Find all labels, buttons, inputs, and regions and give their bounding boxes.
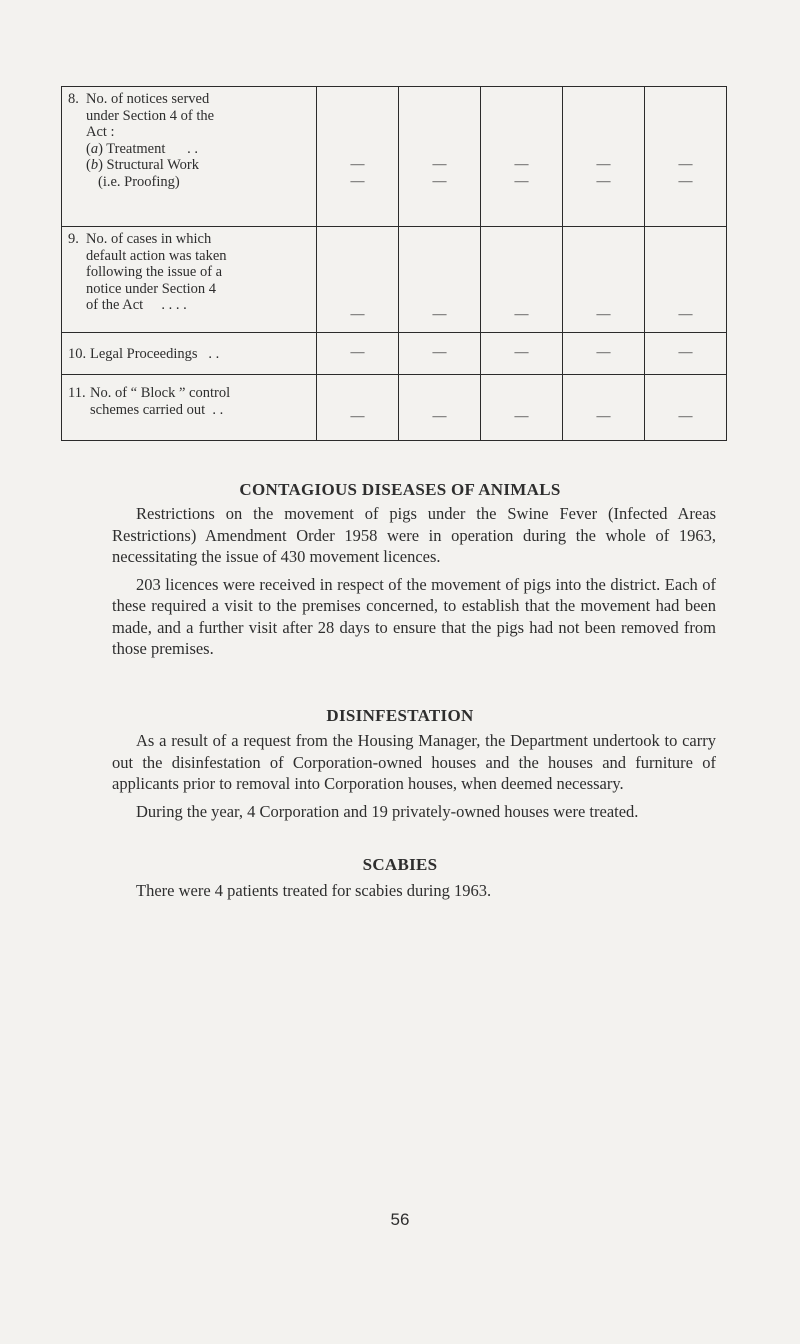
table-row: 9. No. of cases in which default action was taken following the issue of a notice under Section 4 of the Act . . . . — — — — — — [62, 227, 727, 333]
row-description: 10. Legal Proceedings . . — [68, 346, 220, 362]
section-body-scabies: There were 4 patients treated for scabies during 1963. — [136, 881, 492, 900]
section-heading-contagious: CONTAGIOUS DISEASES OF ANIMALS — [239, 480, 561, 499]
section-body-disinfestation: As a result of a request from the Housing Manager, the Department undertook to carry out the disinfestation of Corporation-owned houses and the houses and furniture of applicants prior to removal into Corporation houses, when deemed necessary. During the year, 4 Corporation and 19 privately-owned houses were treated. — [112, 731, 716, 821]
statistics-table — [61, 86, 727, 441]
section-heading-scabies: SCABIES — [362, 855, 438, 874]
section-heading-disinfestation: DISINFESTATION — [326, 706, 474, 725]
table-row: 8. No. of notices served under Section 4 of the Act : (a) Treatment . . (b) Structural Work (i.e. Proofing) — — — — — — — — — — — [62, 87, 727, 227]
row-description: 9. No. of cases in which default action was taken following the issue of a notice under Section 4 of the Act . . . . — [68, 231, 227, 313]
row-description: 11. No. of “ Block ” control schemes carried out . . — [68, 385, 231, 418]
row-description: 8. No. of notices served under Section 4 of the Act : (a) Treatment . . (b) Structural Work (i.e. Proofing) — [68, 91, 215, 190]
table-row: 10. Legal Proceedings . . — — — — — — [62, 333, 727, 375]
table-row: 11. No. of “ Block ” control schemes carried out . . — — — — — — [62, 375, 727, 441]
page-number: 56 — [390, 1210, 410, 1229]
section-body-contagious: Restrictions on the movement of pigs under the Swine Fever (Infected Areas Restrictions) Amendment Order 1958 were in operation during the whole of 1963, necessitating the issue of 430 movement licences. 203 licences were received in respect of the movement of pigs into the district. Each of these required a visit to the premises concerned, to establish that the movement had been made, and a further visit after 28 days to ensure that the pigs had not been removed from those premises. — [112, 504, 716, 658]
